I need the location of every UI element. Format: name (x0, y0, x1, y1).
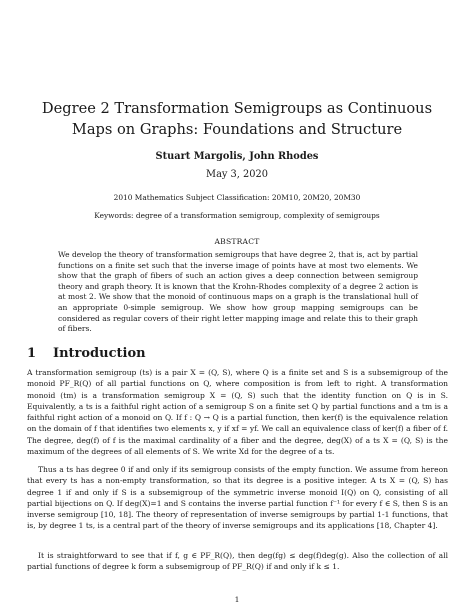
body-paragraph: Thus a ts has degree 0 if and only if its semigroup consists of the empty function. We assume from hereon that every ts has a non-empty transformation, so that its degree is a positive integer. A ts X = (Q, S) has degree 1 if and only if S is a subsemigroup of the symmetric inverse monoid I(Q) on Q, consisting of all partial bijections on Q. If deg(X)=1 and S contains the inverse partial function f⁻¹ for every f ∈ S, then S is an inverse semigroup [10, 18]. The theory of representation of inverse semigroups by partial 1-1 functions, that is, by degree 1 ts, is a central part of the theory of inverse semigroups and its applications [18, Chapter 4]. (27, 465, 448, 531)
paper-date: May 3, 2020 (206, 169, 268, 180)
paper-title: Degree 2 Transformation Semigroups as Continuous Maps on Graphs: Foundations and Structure (41, 100, 433, 138)
body-paragraph: It is straightforward to see that if f, g ∈ PF_R(Q), then deg(fg) ≤ deg(f)deg(g). Also the collection of all partial functions of degree k form a subsemigroup of PF_R(Q) if and only if k ≤ 1. (27, 551, 448, 572)
page-number: 1 (234, 595, 240, 604)
abstract-text: We develop the theory of transformation semigroups that have degree 2, that is, act by partial functions on a finite set such that the inverse image of points have at most two elements. We show that the graph of fibers of such an action gives a deep connection between semigroup theory and graph theory. It is known that the Krohn-Rhodes complexity of a degree 2 action is at most 2. We show that the monoid of continuous maps on a graph is the translational hull of an appropriate 0-simple semigroup. We show how group mapping semigroups can be considered as regular covers of their right letter mapping image and relate this to their graph of fibers. (58, 250, 418, 334)
section-number: 1 (27, 346, 37, 361)
abstract-heading: ABSTRACT (214, 237, 260, 246)
section-heading (27, 346, 146, 361)
subject-classification: 2010 Mathematics Subject Classification: 20M10, 20M20, 20M30 (113, 193, 361, 202)
section-title: Introduction (53, 346, 146, 361)
keywords: Keywords: degree of a transformation semigroup, complexity of semigroups (94, 211, 380, 220)
body-paragraph: A transformation semigroup (ts) is a pair X = (Q, S), where Q is a finite set and S is a subsemigroup of the monoid PF_R(Q) of all partial functions on Q, where composition is from left to right. A transformation monoid (tm) is a transformation semigroup X = (Q, S) such that the identity function on Q is in S. Equivalently, a ts is a faithful right action of a semigroup S on a finite set Q by partial functions and a tm is a faithful right action of a monoid on Q. If f : Q → Q is a partial function, then ker(f) is the equivalence relation on the domain of f that identifies two elements x, y if xf = yf. We call an equivalence class of ker(f) a fiber of f. The degree, deg(f) of f is the maximal cardinality of a fiber and the degree, deg(X) of a ts X = (Q, S) is the maximum of the degrees of all elements of S. We write Xd for the degree of a ts. (27, 368, 448, 456)
paper-authors: Stuart Margolis, John Rhodes (155, 151, 319, 162)
